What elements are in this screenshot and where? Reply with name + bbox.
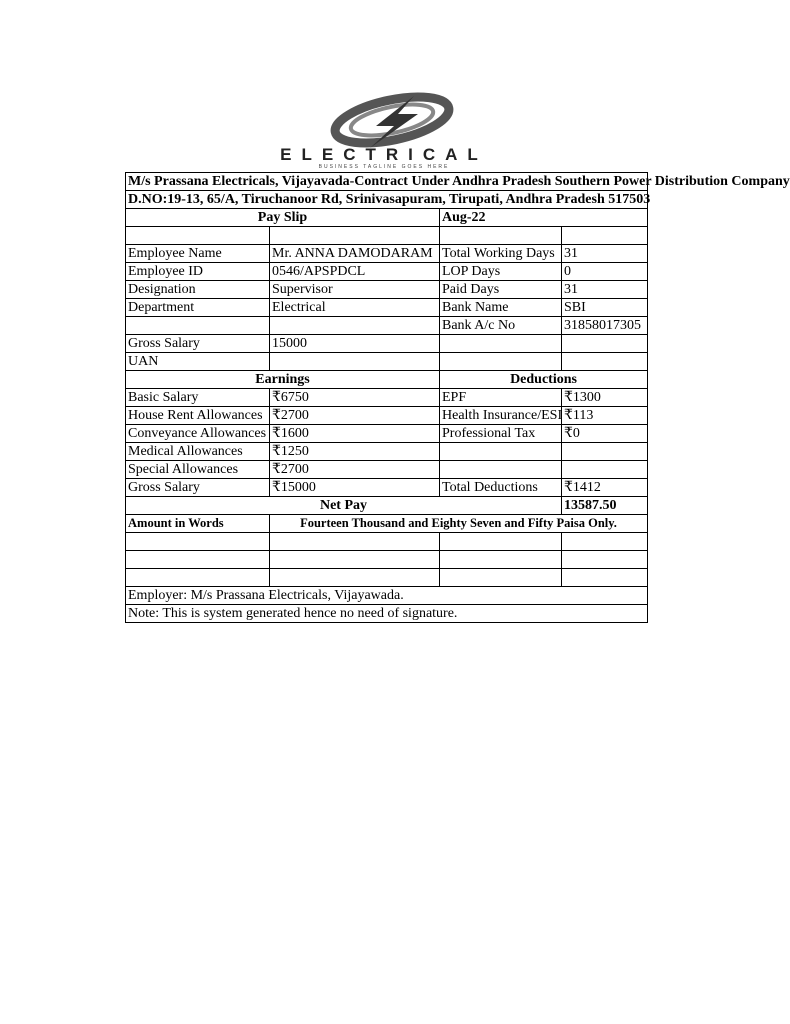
earning-amount: ₹1250 bbox=[270, 443, 440, 461]
label: Bank A/c No bbox=[440, 317, 562, 335]
table-row bbox=[126, 317, 648, 335]
label: Department bbox=[126, 299, 270, 317]
table-row bbox=[126, 443, 648, 461]
deduction-label: Health Insurance/ESI bbox=[440, 407, 562, 425]
blank-row bbox=[126, 227, 648, 245]
designation: Supervisor bbox=[270, 281, 440, 299]
label: Bank Name bbox=[440, 299, 562, 317]
blank-row bbox=[126, 569, 648, 587]
table-row bbox=[126, 407, 648, 425]
earning-amount: ₹15000 bbox=[270, 479, 440, 497]
deduction-amount: ₹0 bbox=[562, 425, 648, 443]
amount-in-words: Fourteen Thousand and Eighty Seven and Fifty Paisa Only. bbox=[270, 515, 648, 533]
table-row bbox=[126, 353, 648, 371]
employer-text: Employer: M/s Prassana Electricals, Vijayawada. bbox=[126, 587, 648, 605]
label: Employee Name bbox=[126, 245, 270, 263]
table-row bbox=[126, 263, 648, 281]
table-row bbox=[126, 425, 648, 443]
amount-words-row bbox=[126, 515, 648, 533]
table-row bbox=[126, 389, 648, 407]
payslip-title: Pay Slip bbox=[126, 209, 440, 227]
net-pay-row bbox=[126, 497, 648, 515]
blank-row bbox=[126, 551, 648, 569]
label: Gross Salary bbox=[126, 335, 270, 353]
department: Electrical bbox=[270, 299, 440, 317]
net-pay-label: Net Pay bbox=[126, 497, 562, 515]
earning-label: Special Allowances bbox=[126, 461, 270, 479]
label: Designation bbox=[126, 281, 270, 299]
table-row bbox=[126, 479, 648, 497]
lop-days: 0 bbox=[562, 263, 648, 281]
system-note: Note: This is system generated hence no need of signature. bbox=[126, 605, 648, 623]
logo-tagline: BUSINESS TAGLINE GOES HERE bbox=[318, 164, 450, 170]
title-row bbox=[126, 209, 648, 227]
deduction-amount: ₹1300 bbox=[562, 389, 648, 407]
total-deductions: ₹1412 bbox=[562, 479, 648, 497]
earning-label: Gross Salary bbox=[126, 479, 270, 497]
company-address: D.NO:19-13, 65/A, Tiruchanoor Rd, Srinivasapuram, Tirupati, Andhra Pradesh 517503 bbox=[126, 191, 648, 209]
label: UAN bbox=[126, 353, 270, 371]
lightning-swoosh-icon bbox=[228, 86, 540, 172]
logo-text: ELECTRICAL bbox=[280, 145, 488, 164]
deduction-label: EPF bbox=[440, 389, 562, 407]
section-header-row bbox=[126, 371, 648, 389]
label: Total Working Days bbox=[440, 245, 562, 263]
total-deductions-label: Total Deductions bbox=[440, 479, 562, 497]
employee-name: Mr. ANNA DAMODARAM bbox=[270, 245, 440, 263]
deduction-amount: ₹113 bbox=[562, 407, 648, 425]
company-logo bbox=[228, 86, 540, 172]
label: Employee ID bbox=[126, 263, 270, 281]
table-row bbox=[126, 461, 648, 479]
label: Paid Days bbox=[440, 281, 562, 299]
company-name: M/s Prassana Electricals, Vijayavada-Contract Under Andhra Pradesh Southern Power Distribution Company bbox=[126, 173, 648, 191]
pay-period: Aug-22 bbox=[440, 209, 648, 227]
earnings-heading: Earnings bbox=[126, 371, 440, 389]
earning-label: House Rent Allowances bbox=[126, 407, 270, 425]
table-row bbox=[126, 281, 648, 299]
deductions-heading: Deductions bbox=[440, 371, 648, 389]
deduction-label: Professional Tax bbox=[440, 425, 562, 443]
total-working-days: 31 bbox=[562, 245, 648, 263]
bank-account-number: 31858017305 bbox=[562, 317, 648, 335]
label: LOP Days bbox=[440, 263, 562, 281]
table-row bbox=[126, 335, 648, 353]
paid-days: 31 bbox=[562, 281, 648, 299]
employer-row bbox=[126, 587, 648, 605]
earning-label: Medical Allowances bbox=[126, 443, 270, 461]
table-row bbox=[126, 245, 648, 263]
employee-id: 0546/APSPDCL bbox=[270, 263, 440, 281]
earning-label: Basic Salary bbox=[126, 389, 270, 407]
earning-amount: ₹2700 bbox=[270, 407, 440, 425]
earning-label: Conveyance Allowances bbox=[126, 425, 270, 443]
net-pay-amount: 13587.50 bbox=[562, 497, 648, 515]
table-row bbox=[126, 299, 648, 317]
bank-name: SBI bbox=[562, 299, 648, 317]
earning-amount: ₹6750 bbox=[270, 389, 440, 407]
payslip-table bbox=[125, 172, 790, 623]
earning-amount: ₹1600 bbox=[270, 425, 440, 443]
company-name-row bbox=[126, 173, 648, 191]
amount-in-words-label: Amount in Words bbox=[126, 515, 270, 533]
note-row bbox=[126, 605, 648, 623]
earning-amount: ₹2700 bbox=[270, 461, 440, 479]
blank-row bbox=[126, 533, 648, 551]
company-address-row bbox=[126, 191, 648, 209]
gross-salary: 15000 bbox=[270, 335, 440, 353]
